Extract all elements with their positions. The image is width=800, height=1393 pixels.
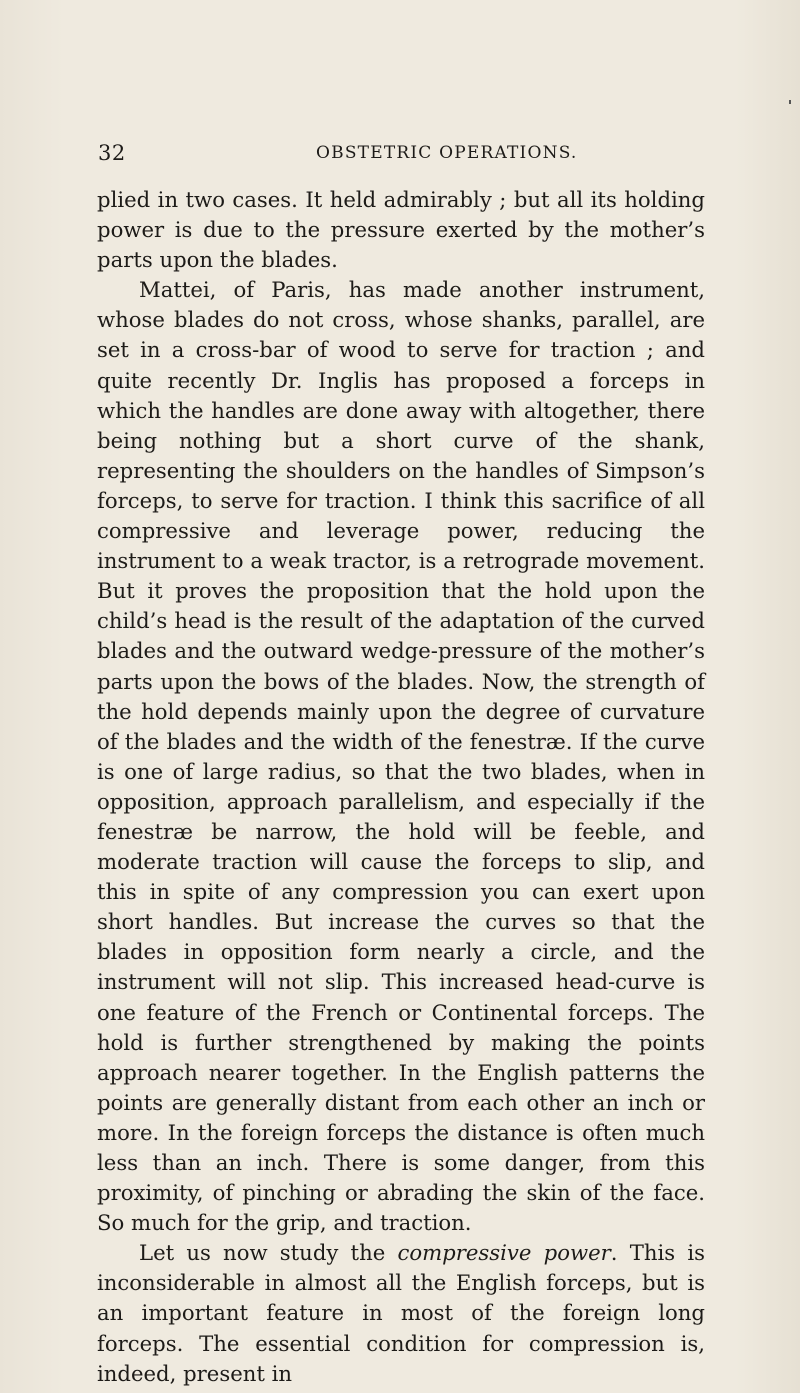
page-header	[98, 141, 698, 171]
paragraph-text-after: . This is inconsiderable in almost all the English forceps, but is an important feature in most of the foreign long forceps. The essential condition for compression is, indeed, present in	[97, 1240, 705, 1386]
emphasis-compressive-power: compressive power	[397, 1240, 611, 1266]
paragraph-compressive-power	[97, 1238, 705, 1388]
paragraph-mattei: Mattei, of Paris, has made another instrument, whose blades do not cross, whose shanks, parallel, are set in a cross-bar of wood to serve for traction ; and quite recently Dr. Inglis has proposed a forceps in which the handles are done away with altogether, there being nothing but a short curve of the shank, representing the shoulders on the handles of Simpson’s forceps, to serve for traction. I think this sacrifice of all compressive and leverage power, reducing the instrument to a weak tractor, is a retrograde movement. But it proves the proposition that the hold upon the child’s head is the result of the adaptation of the curved blades and the outward wedge-pressure of the mother’s parts upon the bows of the blades. Now, the strength of the hold depends mainly upon the degree of curvature of the blades and the width of the fenestræ. If the curve is one of large radius, so that the two blades, when in opposition, approach parallelism, and especially if the fenestræ be narrow, the hold will be feeble, and moderate traction will cause the forceps to slip, and this in spite of any compression you can exert upon short handles. But increase the curves so that the blades in opposition form nearly a circle, and the instrument will not slip. This increased head-curve is one feature of the French or Continental forceps. The hold is further strengthened by making the points approach nearer together. In the English patterns the points are generally distant from each other an inch or more. In the foreign forceps the distance is often much less than an inch. There is some danger, from this proximity, of pinching or abrading the skin of the face. So much for the grip, and traction.	[97, 277, 705, 1236]
running-head: OBSTETRIC OPERATIONS.	[316, 143, 578, 163]
corner-speck	[789, 100, 791, 104]
body-text	[97, 185, 705, 1389]
page-number: 32	[98, 141, 126, 165]
paragraph-continuation: plied in two cases. It held admirably ; but all its holding power is due to the pressure exerted by the mother’s parts upon the blades.	[97, 187, 705, 273]
paragraph-text-before: Let us now study the	[139, 1240, 398, 1266]
